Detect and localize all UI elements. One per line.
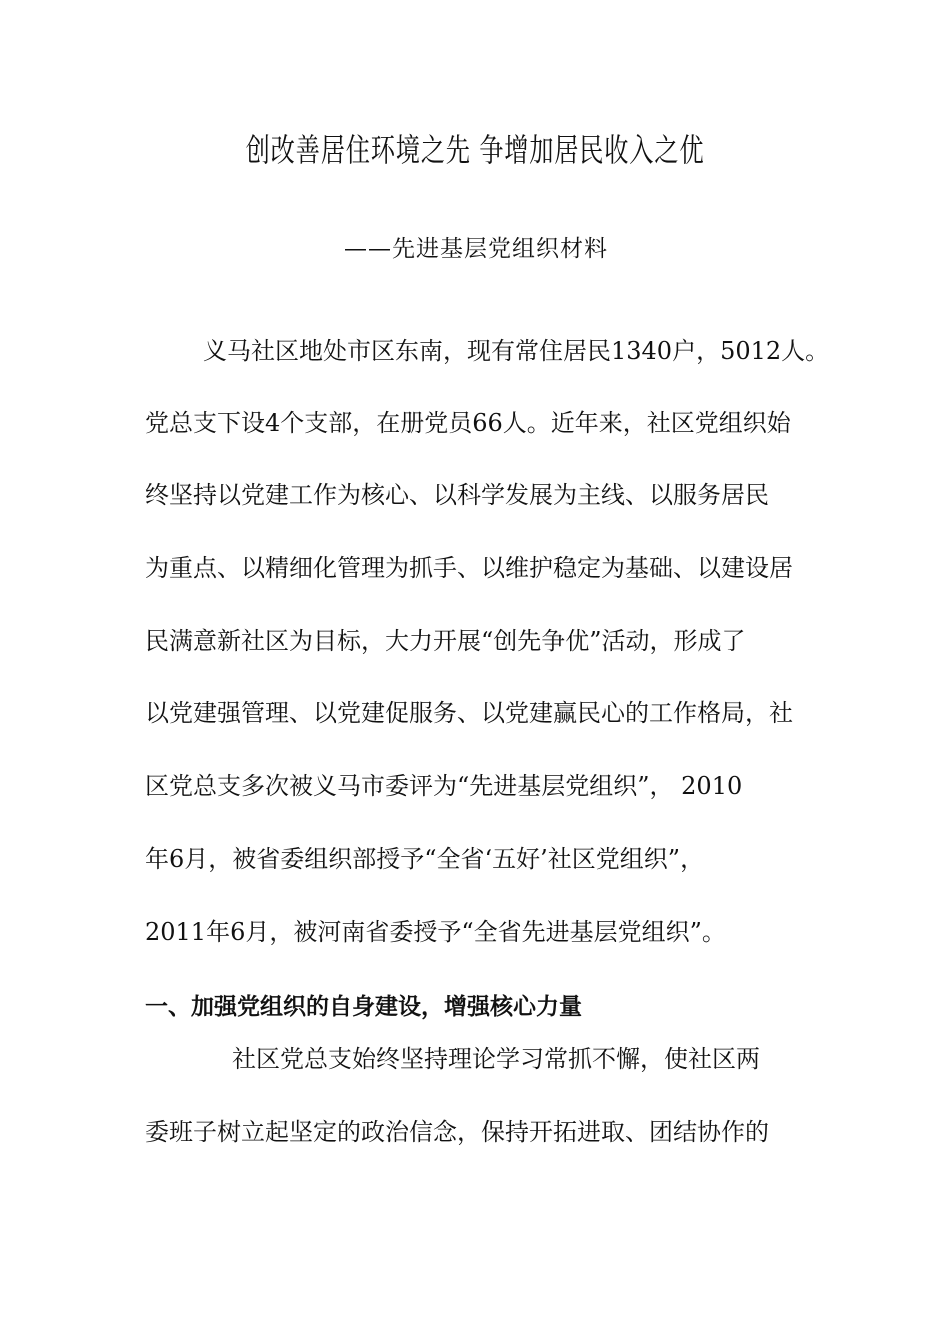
paragraph-line: 区党总支多次被义马市委评为“先进基层党组织”， 2010 [145,772,743,800]
section-heading: 一、加强党组织的自身建设，增强核心力量 [145,994,582,1020]
paragraph-line: 为重点、以精细化管理为抓手、以维护稳定为基础、以建设居 [145,554,793,582]
paragraph-line: 委班子树立起坚定的政治信念，保持开拓进取、团结协作的 [145,1118,769,1146]
paragraph-line: 义马社区地处市区东南，现有常住居民1340户，5012人。 [203,337,830,365]
paragraph-line: 党总支下设4个支部，在册党员66人。近年来，社区党组织始 [145,409,791,437]
paragraph-line: 社区党总支始终坚持理论学习常抓不懈，使社区两 [232,1045,760,1073]
paragraph-line: 年6月，被省委组织部授予“全省‘五好’社区党组织”， [145,845,705,873]
paragraph-line: 以党建强管理、以党建促服务、以党建赢民心的工作格局，社 [145,699,793,727]
document-subtitle: ——先进基层党组织材料 [344,236,608,262]
paragraph-line: 终坚持以党建工作为核心、以科学发展为主线、以服务居民 [145,481,769,509]
paragraph-line: 2011年6月，被河南省委授予“全省先进基层党组织”。 [145,918,726,946]
paragraph-line: 民满意新社区为目标，大力开展“创先争优”活动，形成了 [145,627,746,655]
document-title: 创改善居住环境之先 争增加居民收入之优 [245,131,705,169]
